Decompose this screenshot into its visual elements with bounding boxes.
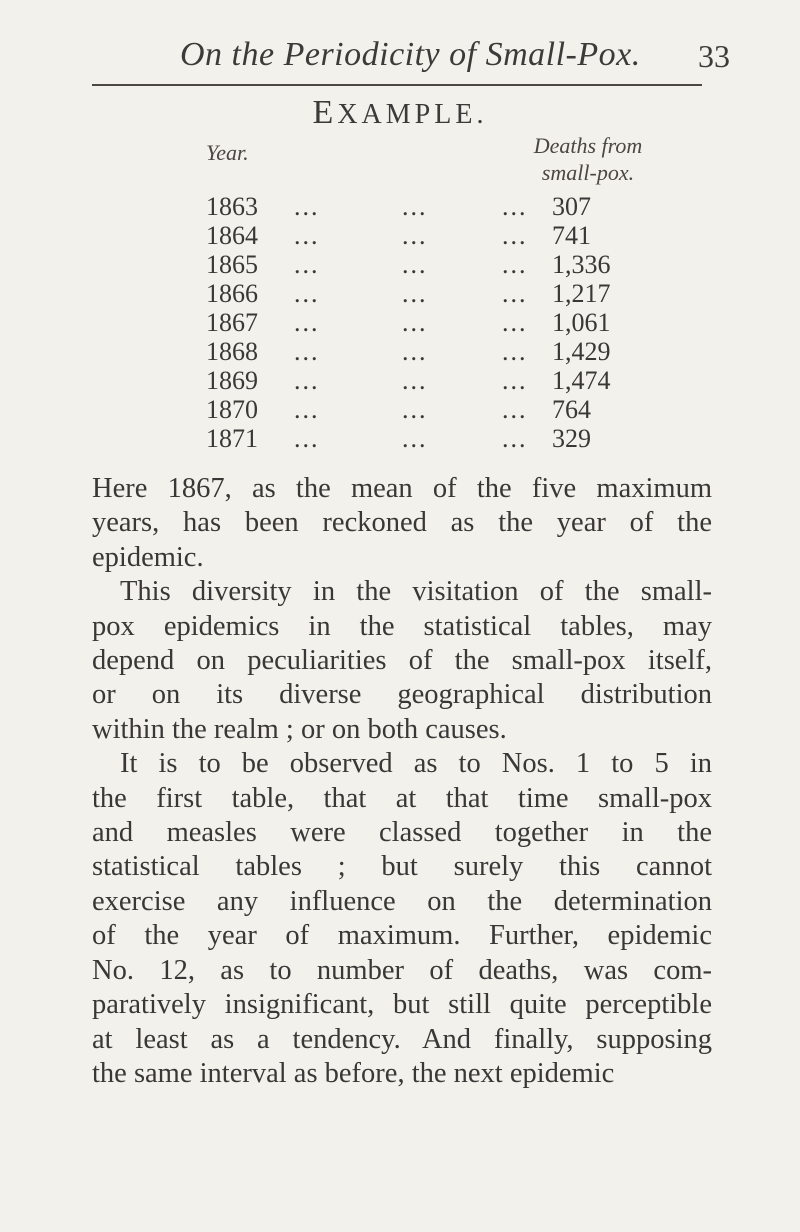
deaths-cell: 764 [552, 395, 591, 424]
body-line: at least as a tendency. And finally, supposing [92, 1023, 712, 1055]
column-header-deaths-line2: small-pox. [541, 160, 635, 185]
column-header-deaths-line1: Deaths from [533, 133, 643, 158]
body-line: epidemic. [92, 541, 204, 573]
year-cell: 1871 [206, 424, 258, 453]
leader-dots: ... [402, 279, 428, 308]
body-line: years, has been reckoned as the year of the [92, 507, 712, 539]
body-line: within the realm ; or on both causes. [92, 713, 507, 745]
year-cell: 1870 [206, 395, 258, 424]
table-row [206, 424, 666, 453]
leader-dots: ... [502, 395, 528, 424]
body-line: No. 12, as to number of deaths, was com- [92, 954, 712, 986]
body-text [92, 472, 712, 1091]
deaths-cell: 741 [552, 221, 591, 250]
leader-dots: ... [294, 279, 320, 308]
leader-dots: ... [502, 366, 528, 395]
year-cell: 1867 [206, 308, 258, 337]
page-number: 33 [698, 38, 730, 74]
leader-dots: ... [402, 395, 428, 424]
year-cell: 1865 [206, 250, 258, 279]
column-header-deaths [488, 132, 688, 186]
leader-dots: ... [502, 221, 528, 250]
leader-dots: ... [294, 192, 320, 221]
year-cell: 1868 [206, 337, 258, 366]
leader-dots: ... [402, 308, 428, 337]
leader-dots: ... [294, 366, 320, 395]
body-line: of the year of maximum. Further, epidemic [92, 920, 712, 952]
table-row [206, 395, 666, 424]
body-line: the same interval as before, the next epidemic [92, 1057, 615, 1089]
deaths-cell: 329 [552, 424, 591, 453]
example-heading [0, 94, 800, 132]
table-row [206, 250, 666, 279]
body-line: It is to be observed as to Nos. 1 to 5 in [120, 748, 712, 780]
leader-dots: ... [502, 308, 528, 337]
running-head-title: On the Periodicity of Small-Pox. [180, 36, 641, 73]
table-row [206, 279, 666, 308]
year-cell: 1869 [206, 366, 258, 395]
body-line: This diversity in the visitation of the small- [120, 576, 712, 608]
body-line: and measles were classed together in the [92, 817, 712, 849]
header-rule [92, 84, 702, 86]
table-row [206, 366, 666, 395]
deaths-table [206, 192, 666, 453]
deaths-cell: 1,061 [552, 308, 611, 337]
leader-dots: ... [294, 221, 320, 250]
leader-dots: ... [294, 250, 320, 279]
body-line: exercise any influence on the determination [92, 885, 712, 917]
deaths-cell: 1,217 [552, 279, 611, 308]
leader-dots: ... [294, 308, 320, 337]
leader-dots: ... [502, 337, 528, 366]
body-line: depend on peculiarities of the small-pox itself, [92, 645, 712, 677]
example-heading-initial: E [312, 94, 338, 131]
leader-dots: ... [294, 424, 320, 453]
deaths-cell: 1,336 [552, 250, 611, 279]
year-cell: 1866 [206, 279, 258, 308]
table-row [206, 308, 666, 337]
running-head [90, 36, 730, 80]
leader-dots: ... [402, 337, 428, 366]
example-heading-rest: XAMPLE. [337, 99, 488, 130]
leader-dots: ... [502, 250, 528, 279]
year-cell: 1863 [206, 192, 258, 221]
table-row [206, 192, 666, 221]
body-line: pox epidemics in the statistical tables, may [92, 610, 712, 642]
leader-dots: ... [502, 424, 528, 453]
leader-dots: ... [502, 279, 528, 308]
leader-dots: ... [402, 221, 428, 250]
leader-dots: ... [294, 395, 320, 424]
column-header-year: Year. [206, 140, 249, 165]
body-line: statistical tables ; but surely this cannot [92, 851, 712, 883]
deaths-cell: 1,429 [552, 337, 611, 366]
year-cell: 1864 [206, 221, 258, 250]
body-line: paratively insignificant, but still quite perceptible [92, 989, 712, 1021]
leader-dots: ... [402, 424, 428, 453]
leader-dots: ... [402, 250, 428, 279]
deaths-cell: 307 [552, 192, 591, 221]
table-row [206, 221, 666, 250]
leader-dots: ... [402, 192, 428, 221]
leader-dots: ... [402, 366, 428, 395]
table-row [206, 337, 666, 366]
body-line: or on its diverse geographical distribution [92, 679, 712, 711]
body-line: Here 1867, as the mean of the five maximum [92, 473, 712, 504]
body-line: the first table, that at that time small-pox [92, 782, 712, 814]
leader-dots: ... [502, 192, 528, 221]
leader-dots: ... [294, 337, 320, 366]
deaths-cell: 1,474 [552, 366, 611, 395]
